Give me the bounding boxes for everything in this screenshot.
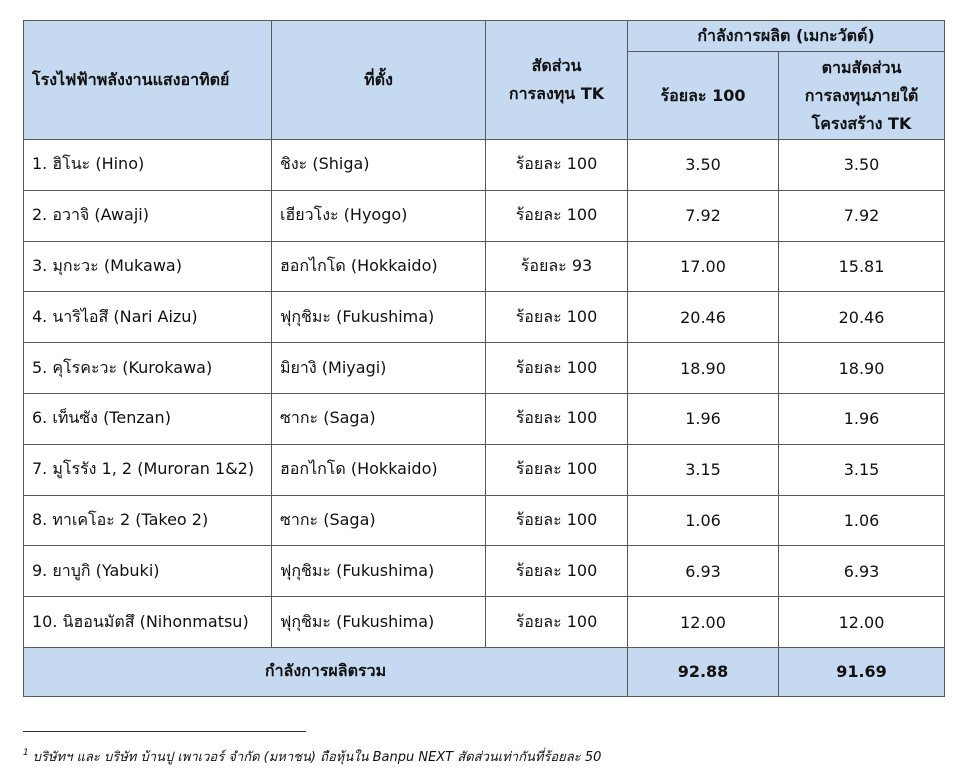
plant-capacity-proportional: 3.15 (779, 444, 945, 495)
header-location: ที่ตั้ง (272, 21, 486, 140)
plant-share: ร้อยละ 100 (486, 495, 628, 546)
header-row-top (24, 21, 945, 52)
plant-name: 6. เท็นซัง (Tenzan) (24, 393, 272, 444)
footnote (23, 746, 601, 767)
plant-capacity-full: 18.90 (628, 343, 779, 394)
plant-capacity-full: 3.15 (628, 444, 779, 495)
table-row (24, 444, 945, 495)
plant-name: 2. อวาจิ (Awaji) (24, 190, 272, 241)
total-capacity-proportional: 91.69 (779, 647, 945, 696)
table-row (24, 343, 945, 394)
header-capacity-proportional-line3: โครงสร้าง TK (811, 113, 912, 133)
table-row (24, 190, 945, 241)
header-capacity-group: กำลังการผลิต (เมกะวัตต์) (628, 21, 945, 52)
plant-share: ร้อยละ 100 (486, 292, 628, 343)
table-row (24, 241, 945, 292)
plant-share: ร้อยละ 93 (486, 241, 628, 292)
total-capacity-full: 92.88 (628, 647, 779, 696)
plant-capacity-full: 3.50 (628, 140, 779, 191)
plant-location: มิยางิ (Miyagi) (272, 343, 486, 394)
plant-location: ฮอกไกโด (Hokkaido) (272, 241, 486, 292)
plant-name: 3. มุกะวะ (Mukawa) (24, 241, 272, 292)
plant-name: 10. นิฮอนมัตสึ (Nihonmatsu) (24, 597, 272, 648)
plant-name: 9. ยาบูกิ (Yabuki) (24, 546, 272, 597)
header-capacity-proportional (779, 52, 945, 140)
plant-share: ร้อยละ 100 (486, 444, 628, 495)
plant-share: ร้อยละ 100 (486, 343, 628, 394)
solar-plants-table (23, 20, 945, 697)
table-row (24, 546, 945, 597)
table-row (24, 597, 945, 648)
plant-name: 7. มูโรรัง 1, 2 (Muroran 1&2) (24, 444, 272, 495)
plant-capacity-proportional: 7.92 (779, 190, 945, 241)
plant-share: ร้อยละ 100 (486, 393, 628, 444)
plant-capacity-full: 1.06 (628, 495, 779, 546)
plant-location: เฮียวโงะ (Hyogo) (272, 190, 486, 241)
plant-location: ซากะ (Saga) (272, 393, 486, 444)
footnote-text: บริษัทฯ และ บริษัท บ้านปู เพาเวอร์ จำกัด (มหาชน) ถือหุ้นใน Banpu NEXT สัดส่วนเท่ากันที่ร้อยละ 50 (32, 750, 602, 765)
plant-location: ฟุกุชิมะ (Fukushima) (272, 292, 486, 343)
plant-capacity-proportional: 20.46 (779, 292, 945, 343)
plant-location: ฮอกไกโด (Hokkaido) (272, 444, 486, 495)
plant-capacity-proportional: 1.96 (779, 393, 945, 444)
table-row (24, 495, 945, 546)
plant-capacity-proportional: 15.81 (779, 241, 945, 292)
plant-share: ร้อยละ 100 (486, 546, 628, 597)
table-row (24, 140, 945, 191)
header-capacity-proportional-line1: ตามสัดส่วน (821, 57, 902, 77)
plant-capacity-proportional: 18.90 (779, 343, 945, 394)
plant-location: ฟุกุชิมะ (Fukushima) (272, 597, 486, 648)
total-row (24, 647, 945, 696)
footnote-marker: 1 (23, 748, 29, 758)
plant-capacity-full: 12.00 (628, 597, 779, 648)
table-row (24, 292, 945, 343)
plant-capacity-proportional: 6.93 (779, 546, 945, 597)
plant-share: ร้อยละ 100 (486, 597, 628, 648)
plant-name: 4. นาริไอสึ (Nari Aizu) (24, 292, 272, 343)
header-share-line1: สัดส่วน (531, 56, 582, 75)
header-capacity-full: ร้อยละ 100 (628, 52, 779, 140)
plant-location: ฟุกุชิมะ (Fukushima) (272, 546, 486, 597)
header-capacity-proportional-line2: การลงทุนภายใต้ (804, 85, 919, 105)
plant-share: ร้อยละ 100 (486, 190, 628, 241)
plant-capacity-proportional: 12.00 (779, 597, 945, 648)
table-row (24, 393, 945, 444)
plant-capacity-full: 20.46 (628, 292, 779, 343)
plant-capacity-full: 7.92 (628, 190, 779, 241)
plant-name: 5. คุโรคะวะ (Kurokawa) (24, 343, 272, 394)
plant-location: ซากะ (Saga) (272, 495, 486, 546)
plant-capacity-full: 17.00 (628, 241, 779, 292)
total-label: กำลังการผลิตรวม (24, 647, 628, 696)
header-share-line2: การลงทุน TK (508, 84, 605, 103)
footnote-divider (23, 731, 306, 732)
plant-name: 1. ฮิโนะ (Hino) (24, 140, 272, 191)
plant-location: ชิงะ (Shiga) (272, 140, 486, 191)
plant-capacity-full: 1.96 (628, 393, 779, 444)
plant-capacity-full: 6.93 (628, 546, 779, 597)
header-share (486, 21, 628, 140)
plant-capacity-proportional: 1.06 (779, 495, 945, 546)
plant-share: ร้อยละ 100 (486, 140, 628, 191)
plant-name: 8. ทาเคโอะ 2 (Takeo 2) (24, 495, 272, 546)
header-plant: โรงไฟฟ้าพลังงานแสงอาทิตย์ (24, 21, 272, 140)
plant-capacity-proportional: 3.50 (779, 140, 945, 191)
